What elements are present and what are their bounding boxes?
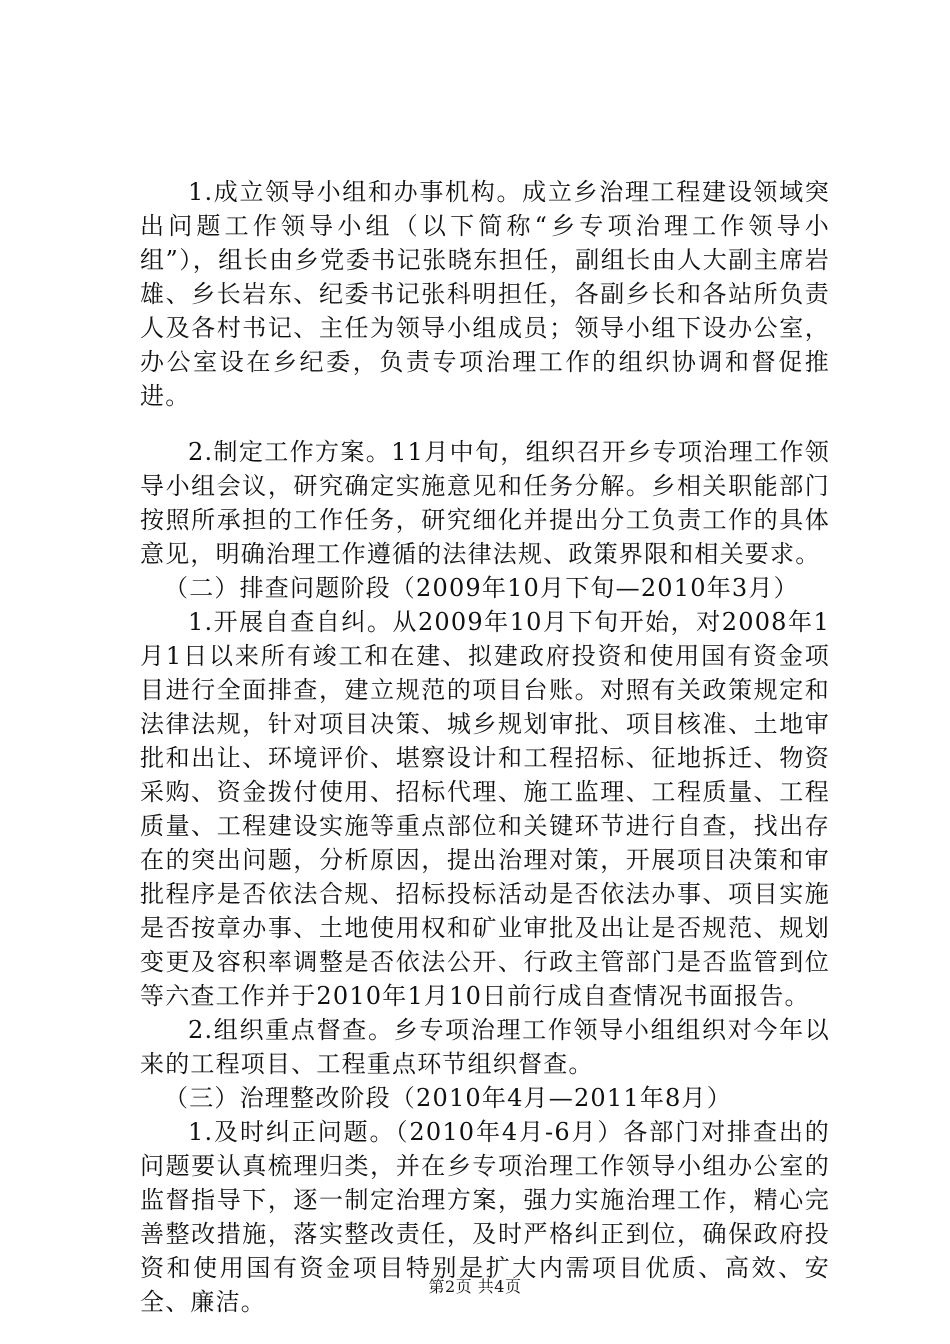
paragraph-work-plan: 2.制定工作方案。11月中旬，组织召开乡专项治理工作领导小组会议，研究确定实施意见和任务分解。乡相关职能部门按照所承担的工作任务，研究细化并提出分工负责工作的具体意见，明确治理工作遵循的法律法规、政策界限和相关要求。 [140, 438, 830, 568]
document-body [140, 175, 830, 1319]
section-heading-investigation: （二）排查问题阶段（2009年10月下旬—2010年3月） [164, 574, 799, 602]
paragraph-key-supervision: 2.组织重点督查。乡专项治理工作领导小组组织对今年以来的工程项目、工程重点环节组织督查。 [140, 1016, 830, 1078]
page-number-footer: 第2页 共4页 [428, 1277, 522, 1296]
section-heading-rectification: （三）治理整改阶段（2010年4月—2011年8月） [164, 1084, 732, 1112]
paragraph-leading-group: 1.成立领导小组和办事机构。成立乡治理工程建设领域突出问题工作领导小组（以下简称“乡专项治理工作领导小组”），组长由乡党委书记张晓东担任，副组长由人大副主席岩雄、乡长岩东、纪委书记张科明担任，各副乡长和各站所负责人及各村书记、主任为领导小组成员；领导小组下设办公室，办公室设在乡纪委，负责专项治理工作的组织协调和督促推进。 [140, 178, 830, 410]
paragraph-correct-problems: 1.及时纠正问题。（2010年4月-6月）各部门对排查出的问题要认真梳理归类，并在乡专项治理工作领导小组办公室的监督指导下，逐一制定治理方案，强力实施治理工作，精心完善整改措施，落实整改责任，及时严格纠正到位，确保政府投资和使用国有资金项目特别是扩大内需项目优质、高效、安全、廉洁。 [140, 1118, 830, 1316]
paragraph-self-inspection: 1.开展自查自纠。从2009年10月下旬开始，对2008年1月1日以来所有竣工和在建、拟建政府投资和使用国有资金项目进行全面排查，建立规范的项目台账。对照有关政策规定和法律法规，针对项目决策、城乡规划审批、项目核准、土地审批和出让、环境评价、堪察设计和工程招标、征地拆迁、物资采购、资金拨付使用、招标代理、施工监理、工程质量、工程质量、工程建设实施等重点部位和关键环节进行自查，找出存在的突出问题，分析原因，提出治理对策，开展项目决策和审批程序是否依法合规、招标投标活动是否依法办事、项目实施是否按章办事、土地使用权和矿业审批及出让是否规范、规划变更及容积率调整是否依法公开、行政主管部门是否监管到位等六查工作并于2010年1月10日前行成自查情况书面报告。 [140, 608, 830, 1010]
